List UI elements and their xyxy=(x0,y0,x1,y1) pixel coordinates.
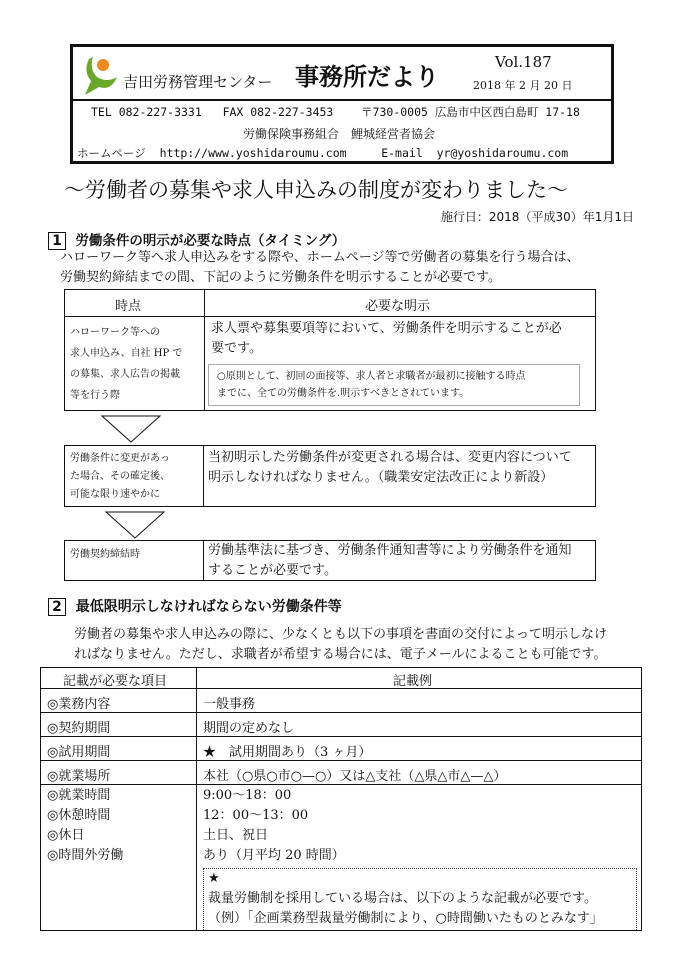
email-link[interactable]: yr@yoshidaroumu.com xyxy=(436,146,569,160)
arrow-down-icon xyxy=(100,414,164,444)
discretionary-note: ★ 裁量労働制を採用している場合は、以下のような記載が必要です。 （例）「企画業務型裁量労働制により、○時間働いたものとみなす」 xyxy=(203,868,637,930)
hp-label: ホームページ xyxy=(77,146,146,160)
multi-items: ◎就業時間 ◎休憩時間 ◎休日 ◎時間外労働 xyxy=(47,788,124,863)
section-1-heading xyxy=(48,229,345,250)
disclosure-cell: 求人票や募集要項等において、労働条件を明示することが必 要です。 xyxy=(211,321,562,356)
examples-column: 一般事務 期間の定めなし ★ 試用期間あり（3 ヶ月） 本社（○県○市○—○）又は△支社（△県△市△—△） xyxy=(203,697,507,784)
col-header: 必要な明示 xyxy=(365,299,431,314)
tel: TEL 082-227-3331 xyxy=(91,105,202,119)
section-number: 2 xyxy=(48,598,66,616)
section-title: 最低限明示しなければならない労働条件等 xyxy=(75,599,342,615)
effective-date: 施行日：2018（平成30）年1月1日 xyxy=(440,210,634,224)
contract-row xyxy=(64,540,596,581)
org-name: 吉田労務管理センター xyxy=(123,73,273,91)
associations: 労働保険事務組合 鯉城経営者協会 xyxy=(243,127,436,141)
section-title: 労働条件の明示が必要な時点（タイミング） xyxy=(75,233,346,249)
arrow-down-icon xyxy=(104,510,168,540)
section-2-body: 労働者の募集や求人申込みの際に、少なくとも以下の事項を書面の交付によって明示しなけ ればなりません。ただし、求職者が希望する場合には、電子メールによることも可能です。 xyxy=(74,627,608,662)
volume: Vol.187 xyxy=(495,53,552,71)
conditions-table xyxy=(40,667,642,931)
disclosure-cell: 労働基準法に基づき、労働条件通知書等により労働条件を通知 することが必要です。 xyxy=(208,543,572,578)
col-header: 時点 xyxy=(115,299,142,314)
text-line: 労働契約締結までの間、下記のように労働条件を明示することが必要です。 xyxy=(60,270,501,285)
web-line xyxy=(77,145,568,161)
col-header: 記載例 xyxy=(393,674,433,689)
text-line: ハローワーク等へ求人申込みをする際や、ホームページ等で労働者の募集を行う場合は、 xyxy=(60,250,580,265)
page-title: ～労働者の募集や求人申込みの制度が変わりました～ xyxy=(64,178,568,202)
homepage-link[interactable]: http://www.yoshidaroumu.com xyxy=(159,146,347,160)
timing-cell: 労働条件に変更があっ た場合、その確定後、 可能な限り速やかに xyxy=(70,453,170,500)
change-row xyxy=(64,445,596,507)
address: 〒730-0005 広島市中区西白島町 17-18 xyxy=(361,105,580,119)
items-column: ◎業務内容 ◎契約期間 ◎試用期間 ◎就業場所 xyxy=(47,697,111,784)
section-number: 1 xyxy=(48,232,66,250)
timing-cell: 労働契約締結時 xyxy=(70,549,140,560)
disclosure-cell: 当初明示した労働条件が変更される場合は、変更内容について 明示しなければなりません。（職業安定法改正により新設） xyxy=(208,450,572,485)
col-header: 記載が必要な項目 xyxy=(63,674,168,689)
timing-cell: ハローワーク等への 求人申込み、自社 HP で の募集、求人広告の掲載 等を行う際 xyxy=(70,327,183,401)
fax: FAX 082-227-3453 xyxy=(222,105,334,119)
multi-examples: 9:00～18：00 12：00～13：00 土日、祝日 あり（月平均 20 時間） xyxy=(203,788,345,863)
timing-table xyxy=(64,289,596,411)
newsletter-header xyxy=(70,44,614,164)
email-label: E-mail xyxy=(381,146,423,160)
logo-icon xyxy=(81,51,123,97)
issue-date: 2018 年 2 月 20 日 xyxy=(473,79,573,92)
note-box: ○原則として、初回の面接等、求人者と求職者が最初に接触する時点 までに、全ての労働条件を.明示すべきとされています。 xyxy=(208,364,580,406)
section-2-heading xyxy=(48,596,342,616)
contact-line xyxy=(91,104,580,120)
star-icon: ★ xyxy=(208,871,220,886)
section-1-body xyxy=(60,248,579,288)
divider xyxy=(73,99,611,101)
newsletter-title: 事務所だより xyxy=(295,63,439,91)
